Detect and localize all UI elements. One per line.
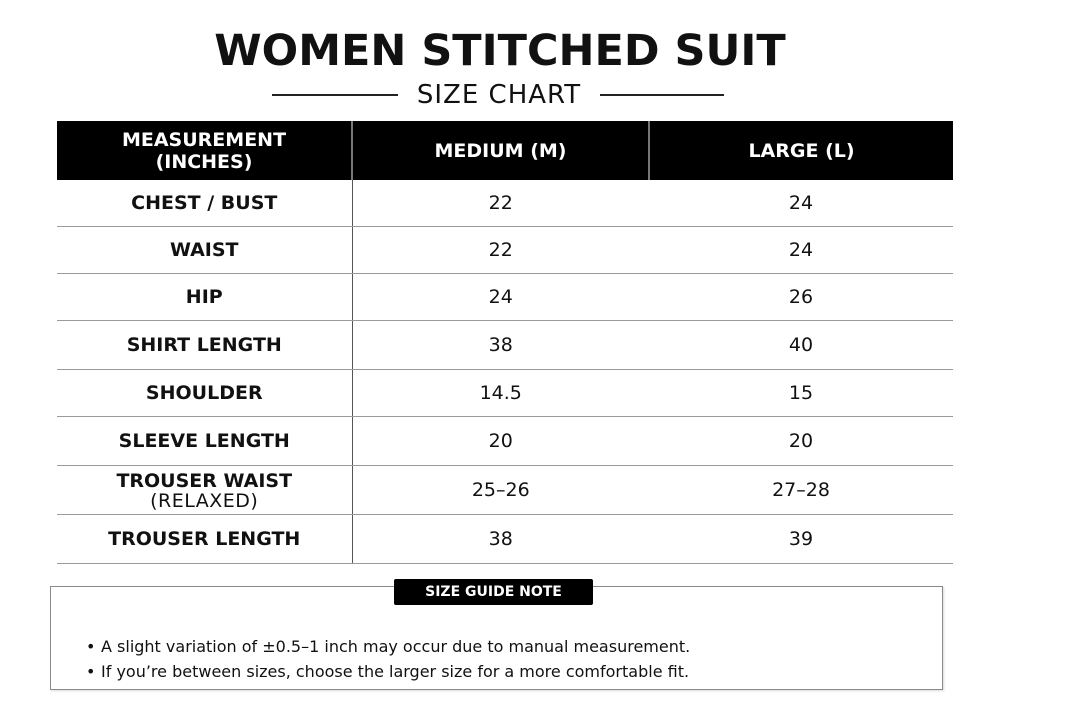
row-large-value: 15 <box>649 370 953 417</box>
bullet-icon: • <box>86 637 96 656</box>
table-row <box>57 466 953 515</box>
header-measurement <box>57 121 352 180</box>
page-subtitle: SIZE CHART <box>416 80 582 110</box>
row-medium-value: 25–26 <box>352 466 649 515</box>
table-row <box>57 227 953 274</box>
row-large-value: 39 <box>649 515 953 564</box>
row-large-value: 26 <box>649 274 953 321</box>
row-label-sub: (RELAXED) <box>150 489 259 512</box>
row-medium-value: 38 <box>352 515 649 564</box>
table-row <box>57 180 953 227</box>
table-header-row <box>57 121 953 180</box>
subtitle-rule-right <box>600 94 724 96</box>
row-label <box>57 466 352 515</box>
row-label: SHIRT LENGTH <box>57 321 352 370</box>
row-label: HIP <box>57 274 352 321</box>
header-large: LARGE (L) <box>649 121 953 180</box>
row-medium-value: 20 <box>352 417 649 466</box>
row-label: WAIST <box>57 227 352 274</box>
row-large-value: 24 <box>649 227 953 274</box>
row-label: SHOULDER <box>57 370 352 417</box>
header-measurement-line2: (INCHES) <box>155 150 253 173</box>
row-medium-value: 14.5 <box>352 370 649 417</box>
table-row <box>57 417 953 466</box>
size-chart-table <box>57 121 953 564</box>
table-row <box>57 321 953 370</box>
row-label: SLEEVE LENGTH <box>57 417 352 466</box>
row-label-main: TROUSER WAIST <box>116 469 293 492</box>
list-item <box>86 634 690 659</box>
row-label: TROUSER LENGTH <box>57 515 352 564</box>
list-item <box>86 659 690 684</box>
row-large-value: 40 <box>649 321 953 370</box>
note-text: A slight variation of ±0.5–1 inch may occur due to manual measurement. <box>101 637 691 656</box>
header-measurement-line1: MEASUREMENT <box>121 128 287 151</box>
row-medium-value: 22 <box>352 227 649 274</box>
table-row <box>57 515 953 564</box>
row-medium-value: 24 <box>352 274 649 321</box>
bullet-icon: • <box>86 662 96 681</box>
note-list <box>86 634 690 684</box>
row-medium-value: 38 <box>352 321 649 370</box>
header-medium: MEDIUM (M) <box>352 121 649 180</box>
table-row <box>57 370 953 417</box>
size-guide-note-badge: SIZE GUIDE NOTE <box>394 579 593 605</box>
subtitle-block <box>272 78 724 112</box>
subtitle-rule-left <box>272 94 398 96</box>
row-large-value: 24 <box>649 180 953 227</box>
table-row <box>57 274 953 321</box>
row-large-value: 27–28 <box>649 466 953 515</box>
row-large-value: 20 <box>649 417 953 466</box>
row-label: CHEST / BUST <box>57 180 352 227</box>
row-medium-value: 22 <box>352 180 649 227</box>
note-text: If you’re between sizes, choose the larger size for a more comfortable fit. <box>101 662 690 681</box>
page-title: WOMEN STITCHED SUIT <box>214 26 786 76</box>
